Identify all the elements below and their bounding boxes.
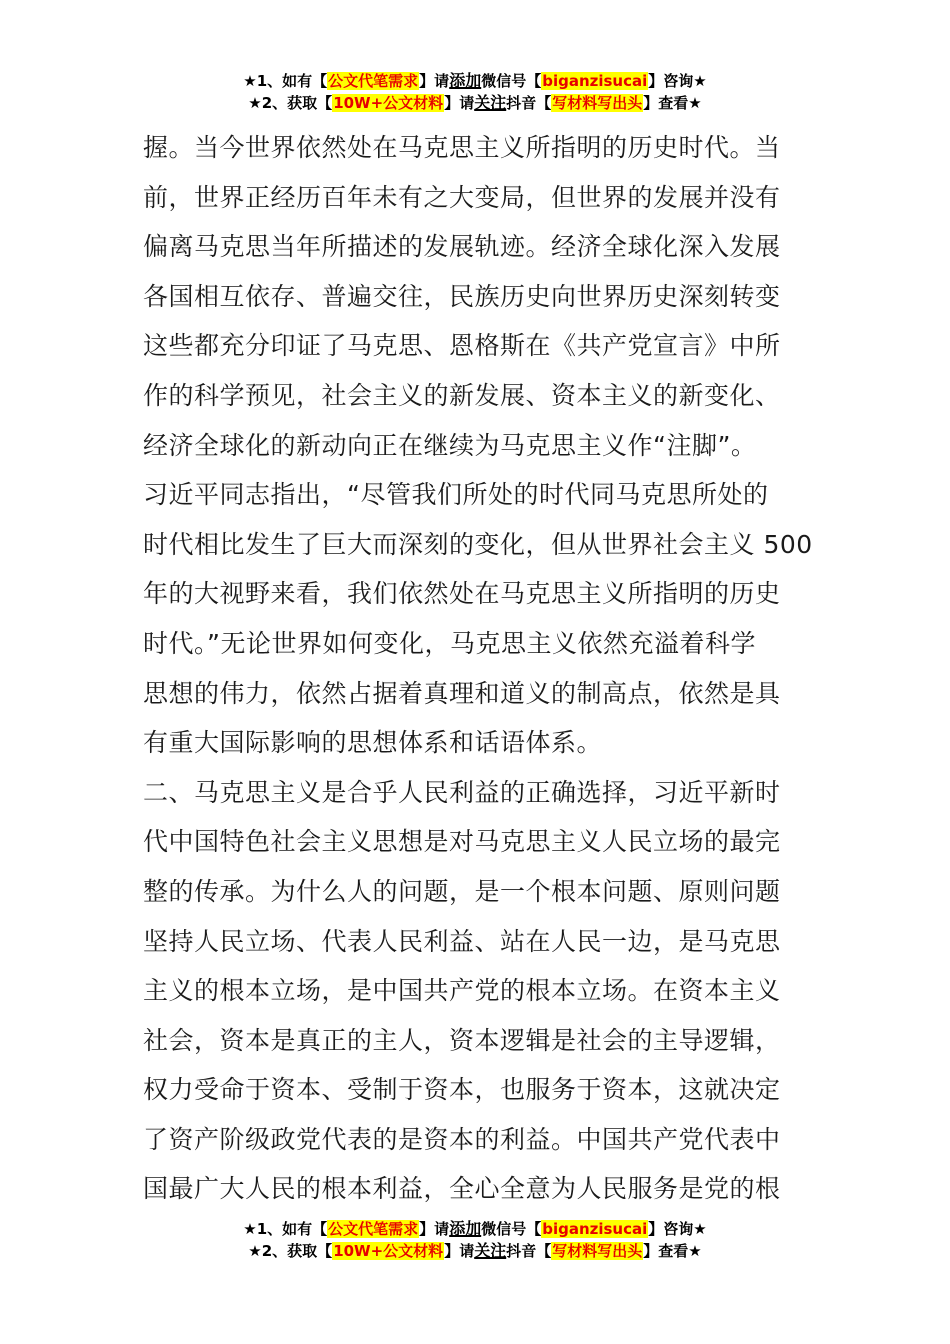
- banner-text: 抖音【: [506, 1242, 552, 1260]
- footer-banner-line-2: [0, 1240, 950, 1262]
- footer-banner: [0, 1218, 950, 1262]
- banner-douyin-id: 写材料写出头: [552, 1242, 643, 1260]
- text-line: 了资产阶级政党代表的是资本的利益。中国共产党代表中: [143, 1124, 781, 1154]
- banner-text: ★2、获取【: [248, 94, 333, 112]
- banner-highlight: 10W+公文材料: [333, 94, 444, 112]
- banner-text: 微信号【: [481, 1220, 542, 1238]
- text-line: 前，世界正经历百年未有之大变局，但世界的发展并没有: [143, 182, 781, 212]
- banner-text: 】请: [419, 1220, 450, 1238]
- text-line: 有重大国际影响的思想体系和话语体系。: [143, 728, 603, 758]
- text-line: 主义的根本立场，是中国共产党的根本立场。在资本主义: [143, 976, 781, 1006]
- banner-highlight: 公文代笔需求: [328, 72, 419, 90]
- text-line: 作的科学预见，社会主义的新发展、资本主义的新变化、: [143, 380, 781, 410]
- text-line: 思想的伟力，依然占据着真理和道义的制高点，依然是具: [143, 678, 781, 708]
- banner-text: ★1、如有【: [243, 72, 328, 90]
- header-banner-line-2: [0, 92, 950, 114]
- text-line: 经济全球化的新动向正在继续为马克思主义作“注脚”。: [143, 430, 757, 460]
- document-body: [143, 123, 813, 1214]
- text-line: 偏离马克思当年所描述的发展轨迹。经济全球化深入发展: [143, 232, 781, 262]
- text-line: 代中国特色社会主义思想是对马克思主义人民立场的最完: [143, 827, 781, 857]
- text-line: 时代相比发生了巨大而深刻的变化，但从世界社会主义 500: [143, 529, 813, 559]
- banner-text: ★1、如有【: [243, 1220, 328, 1238]
- banner-text: 】请: [419, 72, 450, 90]
- text-line: 权力受命于资本、受制于资本，也服务于资本，这就决定: [143, 1075, 781, 1105]
- text-line: 这些都充分印证了马克思、恩格斯在《共产党宣言》中所: [143, 331, 781, 361]
- header-banner: [0, 70, 950, 114]
- section-heading-line: 二、马克思主义是合乎人民利益的正确选择，习近平新时: [143, 777, 781, 807]
- banner-emphasis: 关注: [474, 93, 507, 112]
- banner-text: 】请: [444, 94, 475, 112]
- text-line: 国最广大人民的根本利益，全心全意为人民服务是党的根: [143, 1174, 781, 1204]
- banner-text: 】咨询★: [648, 72, 707, 90]
- text-line: 年的大视野来看，我们依然处在马克思主义所指明的历史: [143, 579, 781, 609]
- text-line: 习近平同志指出，“尽管我们所处的时代同马克思所处的: [143, 480, 769, 510]
- text-line: 握。当今世界依然处在马克思主义所指明的历史时代。当: [143, 133, 781, 162]
- footer-banner-line-1: [0, 1218, 950, 1240]
- banner-text: 】查看★: [643, 94, 702, 112]
- banner-wechat-id: biganzisucai: [542, 1220, 648, 1238]
- banner-text: 抖音【: [506, 94, 552, 112]
- banner-text: 】咨询★: [648, 1220, 707, 1238]
- banner-emphasis: 关注: [474, 1241, 507, 1260]
- banner-text: 微信号【: [481, 72, 542, 90]
- banner-emphasis: 添加: [449, 71, 482, 90]
- text-line: 整的传承。为什么人的问题，是一个根本问题、原则问题: [143, 876, 781, 906]
- text-line: 时代。”无论世界如何变化，马克思主义依然充溢着科学: [143, 628, 756, 658]
- banner-douyin-id: 写材料写出头: [552, 94, 643, 112]
- banner-text: 】请: [444, 1242, 475, 1260]
- banner-text: ★2、获取【: [248, 1242, 333, 1260]
- text-line: 各国相互依存、普遍交往，民族历史向世界历史深刻转变: [143, 281, 781, 311]
- text-line: 坚持人民立场、代表人民利益、站在人民一边，是马克思: [143, 926, 781, 956]
- banner-emphasis: 添加: [449, 1219, 482, 1238]
- text-line: 社会，资本是真正的主人，资本逻辑是社会的主导逻辑，: [143, 1025, 781, 1055]
- banner-wechat-id: biganzisucai: [542, 72, 648, 90]
- banner-highlight: 10W+公文材料: [333, 1242, 444, 1260]
- banner-text: 】查看★: [643, 1242, 702, 1260]
- header-banner-line-1: [0, 70, 950, 92]
- banner-highlight: 公文代笔需求: [328, 1220, 419, 1238]
